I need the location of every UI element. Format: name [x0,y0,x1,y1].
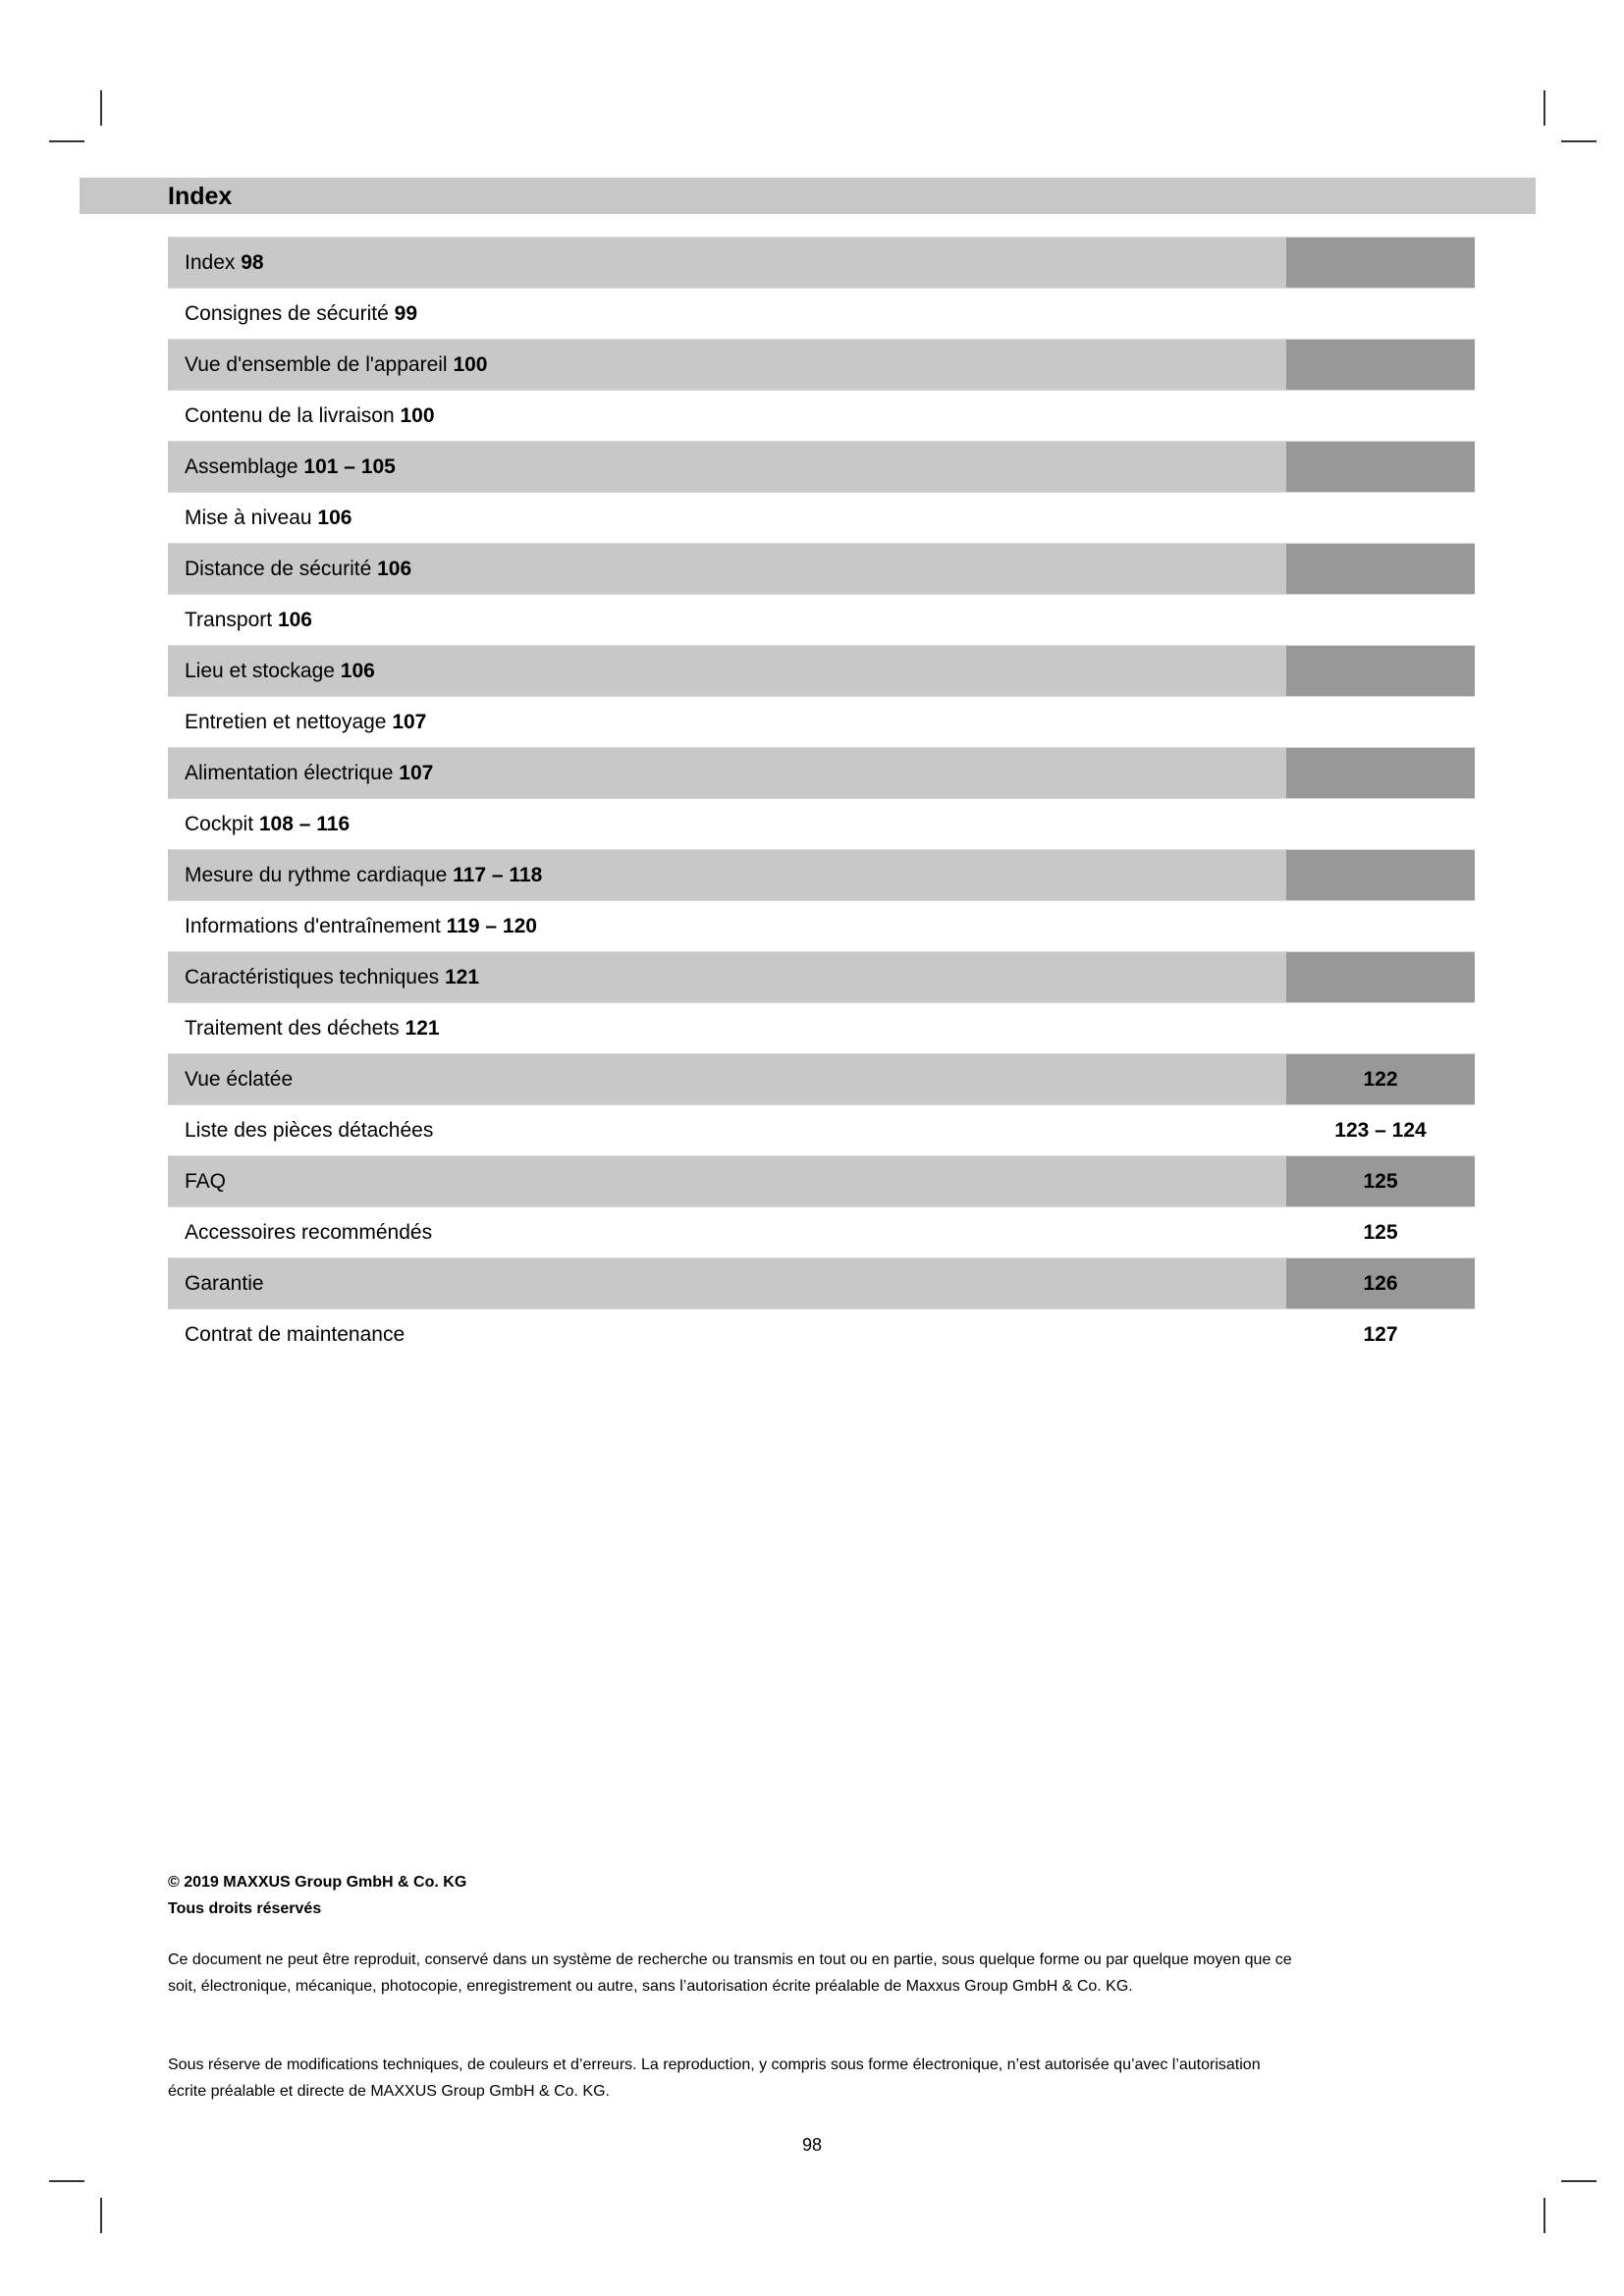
toc-row[interactable] [168,1104,1475,1155]
crop-mark [1561,140,1597,142]
toc-entry-title: Lieu et stockage [185,660,335,682]
toc-entry-page-cell: 125 [1286,1156,1475,1206]
toc-entry-label [168,748,1286,798]
toc-entry-page-ref: 100 [453,353,488,376]
toc-entry-label [168,646,1286,696]
toc-entry-label [168,289,1286,339]
toc-entry-page-cell: 127 [1363,1323,1398,1346]
toc-row[interactable] [168,492,1475,543]
toc-entry-title: Assemblage [185,455,298,478]
toc-entry-title: Liste des pièces détachées [185,1119,434,1142]
crop-mark [100,90,102,126]
toc-row[interactable] [168,441,1475,492]
page-number: 98 [801,2135,823,2155]
toc-entry-label [168,1207,1286,1257]
toc-entry-page-cell [1286,901,1475,951]
toc-row[interactable] [168,849,1475,900]
toc-entry-page-cell [1286,952,1475,1002]
legal-notice-reproduction: Ce document ne peut être reproduit, conservé dans un système de recherche ou transmis en tout ou en partie, sous quelque forme ou par quelque moyen que ce soit, électronique, mécanique, photocopie, enregistrement ou autre, sans l’autorisation écrite préalable de Maxxus Group GmbH & Co. KG. [168,1951,1292,1995]
toc-entry-label [168,1003,1286,1053]
toc-entry-label [168,442,1286,492]
toc-entry-title: Vue éclatée [185,1068,294,1091]
toc-entry-page-ref: 101 – 105 [303,455,396,478]
toc-row[interactable] [168,1002,1475,1053]
toc-entry-label [168,799,1286,849]
copyright-line: © 2019 MAXXUS Group GmbH & Co. KG [168,1874,467,1891]
toc-entry-title: Contrat de maintenance [185,1323,406,1346]
crop-mark [49,140,84,142]
toc-entry-label [168,391,1286,441]
toc-row[interactable] [168,1053,1475,1104]
toc-entry-label [168,1258,1286,1308]
toc-entry-title: Caractéristiques techniques [185,966,440,988]
toc-row[interactable] [168,237,1475,288]
toc-entry-title: Traitement des déchets [185,1017,400,1040]
toc-entry-page-cell [1286,238,1475,288]
toc-entry-label [168,238,1286,288]
toc-entry-label [168,850,1286,900]
toc-entry-page-ref: 117 – 118 [453,864,543,886]
toc-row[interactable] [168,1257,1475,1308]
toc-entry-page-cell [1286,799,1475,849]
toc-row[interactable] [168,390,1475,441]
table-of-contents [168,237,1475,1360]
toc-row[interactable] [168,1308,1475,1360]
toc-entry-title: Informations d'entraînement [185,915,441,937]
toc-entry-page-ref: 99 [394,302,417,325]
toc-entry-label [168,595,1286,645]
toc-entry-title: Alimentation électrique [185,762,400,784]
toc-entry-title: Consignes de sécurité [185,302,389,325]
toc-entry-page-cell [1286,595,1475,645]
toc-row[interactable] [168,1155,1475,1206]
toc-entry-page-cell [1286,442,1475,492]
toc-entry-page-ref: 108 – 116 [258,813,351,835]
copyright-block [168,1869,1297,1922]
toc-entry-page-ref: 119 – 120 [446,915,537,937]
toc-entry-page-cell [1286,391,1475,441]
toc-entry-label [168,1105,1286,1155]
toc-entry-page-cell: 126 [1286,1258,1475,1308]
toc-entry-title: Garantie [185,1272,264,1295]
toc-entry-page-cell [1286,646,1475,696]
toc-row[interactable] [168,696,1475,747]
toc-entry-label [168,697,1286,747]
toc-entry-label [168,544,1286,594]
toc-row[interactable] [168,543,1475,594]
toc-entry-label [168,1156,1286,1206]
toc-entry-page-ref: 100 [400,404,435,427]
toc-entry-title: Mise à niveau [185,507,312,529]
toc-entry-label [168,493,1286,543]
legal-notice-modifications: Sous réserve de modifications techniques, de couleurs et d’erreurs. La reproduction, y compris sous forme électronique, n’est autorisée qu’avec l’autorisation écrite préalable et directe de MAXXUS Group GmbH & Co. KG. [168,2056,1261,2100]
toc-entry-title: Entretien et nettoyage [185,711,387,733]
toc-row[interactable] [168,900,1475,951]
toc-entry-title: FAQ [185,1170,227,1193]
toc-entry-page-ref: 106 [340,660,375,682]
toc-entry-page-cell: 122 [1286,1054,1475,1104]
toc-row[interactable] [168,798,1475,849]
toc-row[interactable] [168,951,1475,1002]
toc-entry-title: Accessoires recomméndés [185,1221,433,1244]
toc-entry-page-ref: 98 [241,251,264,274]
toc-entry-label [168,1054,1286,1104]
toc-row[interactable] [168,1206,1475,1257]
crop-mark [1543,2198,1545,2233]
toc-entry-page-cell: 123 – 124 [1334,1119,1427,1142]
toc-entry-page-cell [1286,697,1475,747]
toc-entry-page-ref: 121 [405,1017,440,1040]
toc-entry-title: Cockpit [185,813,254,835]
toc-row[interactable] [168,747,1475,798]
toc-entry-page-cell [1286,289,1475,339]
toc-entry-page-ref: 107 [399,762,434,784]
crop-mark [1543,90,1545,126]
toc-entry-label [168,901,1286,951]
rights-line: Tous droits réservés [168,1900,322,1917]
toc-entry-page-cell [1286,544,1475,594]
toc-entry-title: Vue d'ensemble de l'appareil [185,353,448,376]
toc-entry-page-ref: 121 [444,966,480,988]
crop-mark [49,2180,84,2182]
toc-entry-title: Contenu de la livraison [185,404,395,427]
toc-entry-title: Distance de sécurité [185,558,372,580]
toc-entry-label [168,340,1286,390]
toc-entry-page-ref: 106 [317,507,352,529]
toc-entry-label [168,1309,1286,1360]
toc-entry-title: Transport [185,609,273,631]
toc-entry-title: Index [185,251,236,274]
toc-entry-page-cell [1286,850,1475,900]
toc-row[interactable] [168,339,1475,390]
toc-row[interactable] [168,288,1475,339]
toc-entry-page-ref: 106 [377,558,412,580]
toc-entry-page-cell [1286,1003,1475,1053]
toc-entry-page-ref: 106 [277,609,312,631]
toc-entry-page-ref: 107 [392,711,427,733]
toc-entry-page-cell [1286,493,1475,543]
section-header-bar [80,178,1536,214]
page-title: Index [168,183,233,210]
crop-mark [1561,2180,1597,2182]
toc-entry-page-cell: 125 [1363,1221,1398,1244]
toc-row[interactable] [168,594,1475,645]
toc-row[interactable] [168,645,1475,696]
crop-mark [100,2198,102,2233]
toc-entry-page-cell [1286,748,1475,798]
toc-entry-title: Mesure du rythme cardiaque [185,864,448,886]
toc-entry-label [168,952,1286,1002]
toc-entry-page-cell [1286,340,1475,390]
